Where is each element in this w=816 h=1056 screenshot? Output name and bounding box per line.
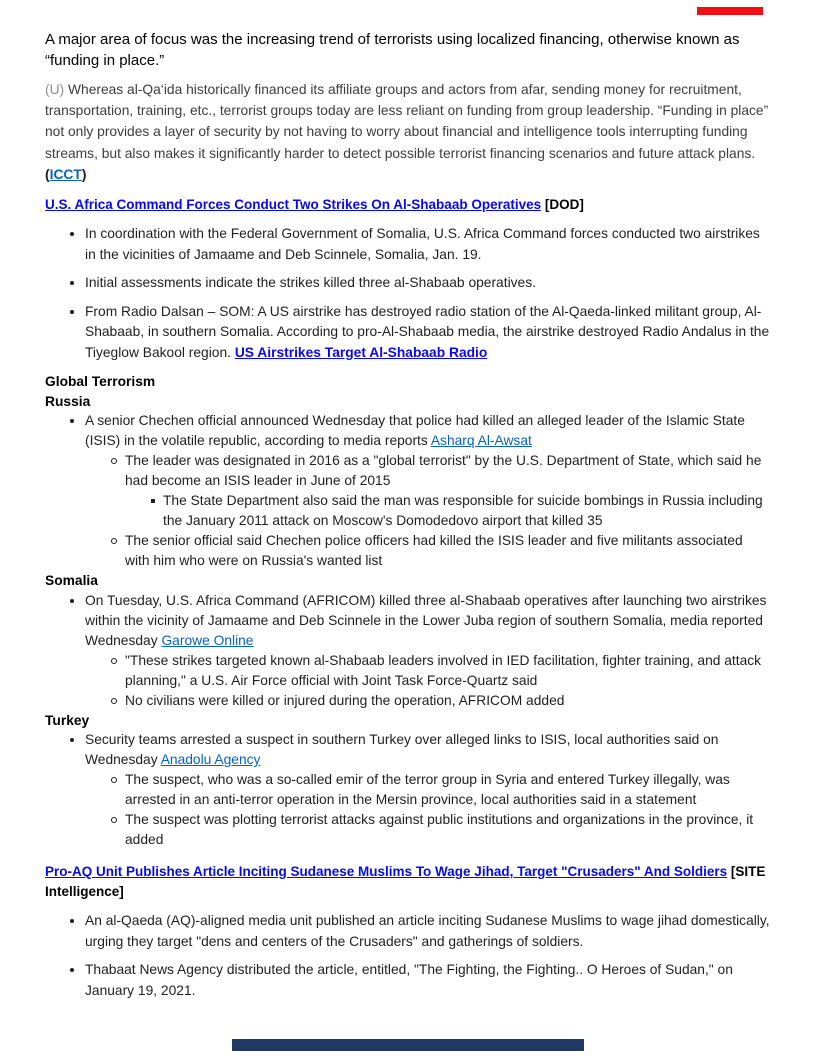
turkey-sub-bullet-1	[45, 770, 770, 810]
somalia-sub-bullet-1-text: "These strikes targeted known al-Shabaab leaders involved in IED facilitation, fighter training, and attack planning," a U.S. Air Force official with Joint Task Force-Quartz said	[125, 652, 762, 688]
site-headline-link[interactable]: Pro-AQ Unit Publishes Article Inciting Sudanese Muslims To Wage Jihad, Target "Crusaders" And Soldiers	[45, 864, 728, 880]
anadolu-agency-link[interactable]: Anadolu Agency	[160, 752, 261, 768]
dod-source-tag: [DOD]	[541, 197, 584, 213]
somalia-bullet-text: On Tuesday, U.S. Africa Command (AFRICOM) killed three al-Shabaab operatives after launching two airstrikes within the vicinity of Jamaame and Deb Scinnele in the Lower Juba region of southern Somalia, media reported Wednesday	[85, 592, 767, 648]
garowe-online-link[interactable]: Garowe Online	[161, 632, 254, 648]
site-bullet-2-text: Thabaat News Agency distributed the article, entitled, "The Fighting, the Fighting.. O Heroes of Sudan," on January 19, 2021.	[85, 962, 733, 998]
asharq-al-awsat-link[interactable]: Asharq Al-Awsat	[430, 433, 532, 449]
bullet-dot-icon	[70, 310, 74, 314]
bullet-dot-icon	[70, 599, 74, 603]
site-source-tag: [SITE Intelligence]	[45, 864, 766, 900]
global-terrorism-section	[45, 372, 770, 850]
circle-bullet-icon	[111, 698, 117, 704]
circle-bullet-icon	[111, 777, 117, 783]
bullet-dot-icon	[70, 419, 74, 423]
somalia-sub-bullet-2	[45, 691, 770, 711]
site-bullet-1	[45, 911, 770, 952]
turkey-sub-bullet-1-text: The suspect, who was a so-called emir of the terror group in Syria and entered Turkey illegally, was arrested in an anti-terror operation in the Mersin province, local authorities said in a statement	[125, 772, 730, 808]
intro-heading: A major area of focus was the increasing trend of terrorists using localized financing, otherwise known as “funding in place.”	[45, 31, 740, 69]
circle-bullet-icon	[111, 817, 117, 823]
site-bullet-1-text: An al-Qaeda (AQ)-aligned media unit published an article inciting Sudanese Muslims to wage jihad domestically, urging they target "dens and centers of the Crusaders" and gatherings of soldiers.	[85, 913, 770, 949]
turkey-bullet-text: Security teams arrested a suspect in southern Turkey over alleged links to ISIS, local authorities said on Wednesday	[85, 732, 719, 768]
classification-marker: (U)	[45, 82, 68, 97]
somalia-sub-bullet-1	[45, 651, 770, 691]
global-terrorism-header: Global Terrorism	[45, 374, 156, 390]
dod-headline-link[interactable]: U.S. Africa Command Forces Conduct Two Strikes On Al-Shabaab Operatives	[45, 197, 542, 213]
dod-bullet-3-text: From Radio Dalsan – SOM: A US airstrike has destroyed radio station of the Al-Qaeda-linked militant group, Al-Shabaab, in southern Somalia. According to pro-Al-Shabaab media, the airstrike destroyed Radio Andalus in the Tiyeglow Bakool region.	[85, 303, 770, 360]
turkey-sub-bullet-2-text: The suspect was plotting terrorist attacks against public institutions and organizations in the province, it added	[125, 812, 754, 848]
dod-bullet-3	[45, 302, 770, 364]
somalia-sub-bullet-2-text: No civilians were killed or injured during the operation, AFRICOM added	[125, 692, 565, 708]
russia-sub-bullet-1-text: The leader was designated in 2016 as a "global terrorist" by the U.S. Department of State, which said he had become an ISIS leader in June of 2015	[125, 453, 762, 489]
turkey-sub-bullet-2	[45, 810, 770, 850]
circle-bullet-icon	[111, 458, 117, 464]
intro-paragraph	[45, 79, 770, 185]
russia-sub-bullet-1	[45, 451, 770, 491]
site-headline	[45, 862, 770, 902]
redaction-bar-bottom	[232, 1039, 584, 1051]
circle-bullet-icon	[111, 538, 117, 544]
icct-link[interactable]: ICCT	[49, 166, 82, 182]
paren-close: )	[81, 166, 87, 182]
russia-bullet-text: A senior Chechen official announced Wednesday that police had killed an alleged leader of the Islamic State (ISIS) in the volatile republic, according to media reports	[85, 413, 745, 449]
turkey-bullet	[45, 730, 770, 770]
bullet-dot-icon	[70, 919, 74, 923]
dod-bullet-2-text: Initial assessments indicate the strikes killed three al-Shabaab operatives.	[85, 275, 536, 291]
airstrikes-radio-link[interactable]: US Airstrikes Target Al-Shabaab Radio	[234, 344, 488, 360]
russia-sub-bullet-2-text: The senior official said Chechen police officers had killed the ISIS leader and five militants associated with him who were on Russia's wanted list	[125, 533, 743, 569]
russia-header: Russia	[45, 393, 91, 409]
russia-bullet	[45, 411, 770, 451]
square-bullet-icon	[151, 499, 155, 503]
circle-bullet-icon	[111, 658, 117, 664]
bullet-dot-icon	[70, 281, 74, 285]
site-bullet-2	[45, 960, 770, 1001]
intro-paragraph-text: Whereas al-Qa‘ida historically financed its affiliate groups and actors from afar, sending money for recruitment, transportation, training, etc., terrorist groups today are less reliant on funding from group leadership. “Funding in place” not only provides a layer of security by not having to worry about financial and intelligence tools interrupting funding streams, but also makes it significantly harder to detect possible terrorist financing scenarios and future attack plans.	[45, 82, 769, 161]
dod-bullet-1-text: In coordination with the Federal Government of Somalia, U.S. Africa Command forces conducted two airstrikes in the vicinities of Jamaame and Deb Scinnele, Somalia, Jan. 19.	[85, 226, 760, 262]
bullet-dot-icon	[70, 738, 74, 742]
russia-sub-bullet-2	[45, 531, 770, 571]
bullet-dot-icon	[70, 968, 74, 972]
russia-sub-sub-bullet	[45, 491, 770, 531]
dod-bullet-2	[45, 273, 770, 294]
somalia-bullet	[45, 591, 770, 651]
somalia-header: Somalia	[45, 573, 98, 589]
redaction-bar-top	[697, 7, 763, 15]
russia-sub-sub-bullet-text: The State Department also said the man was responsible for suicide bombings in Russia including the January 2011 attack on Moscow's Domodedovo airport that killed 35	[163, 493, 763, 529]
dod-headline	[45, 195, 770, 215]
turkey-header: Turkey	[45, 712, 90, 728]
paren-open: (	[45, 166, 50, 182]
bullet-dot-icon	[70, 232, 74, 236]
dod-bullet-1	[45, 224, 770, 265]
